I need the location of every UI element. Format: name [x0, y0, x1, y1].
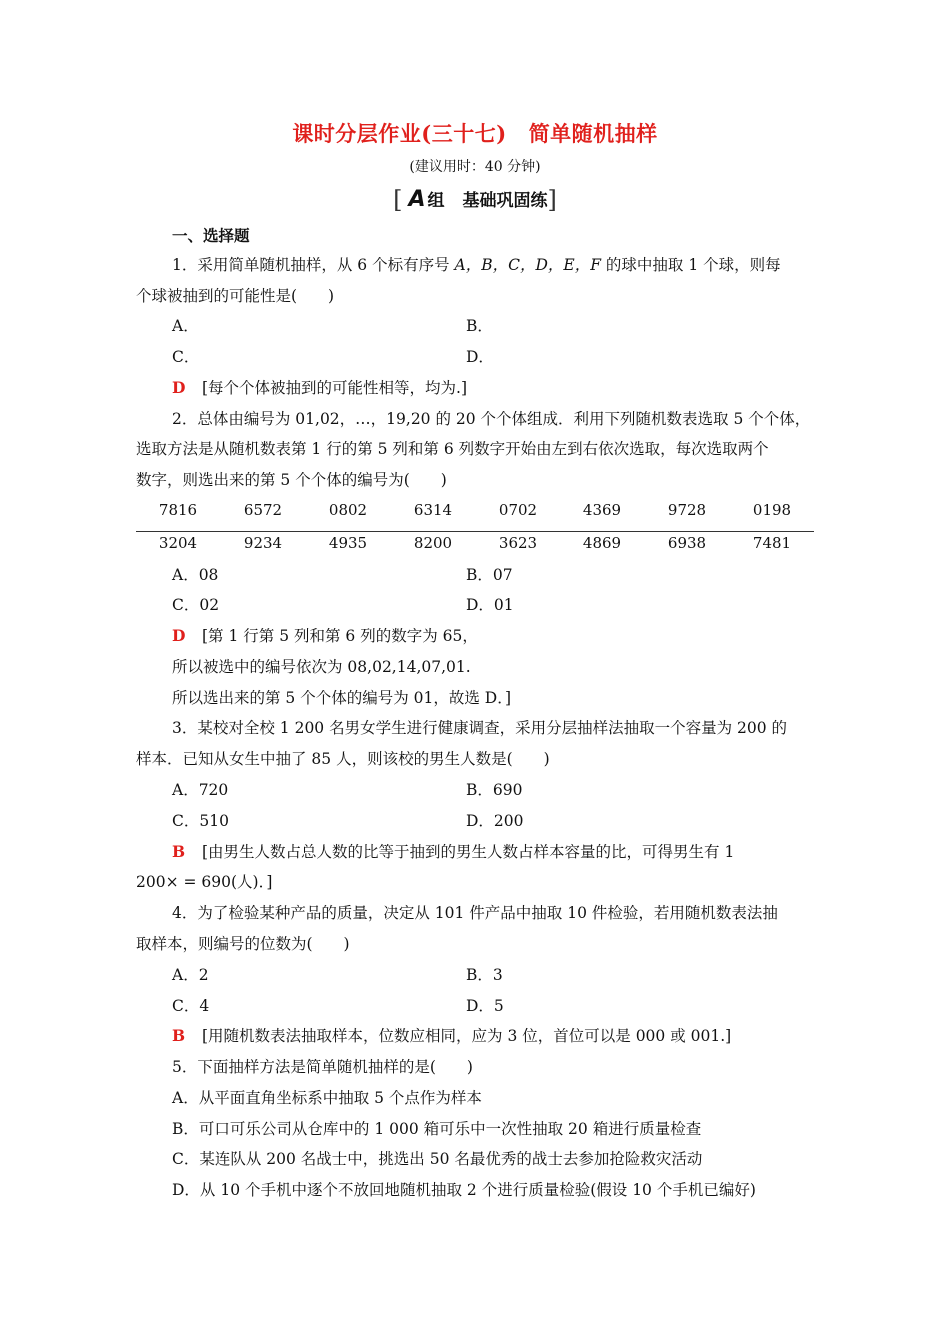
q3-option-b: B．690	[466, 781, 523, 799]
q1-answer-letter: D	[172, 378, 186, 397]
table-cell: 4369	[582, 501, 622, 519]
bracket-left: [	[393, 186, 403, 214]
q3-explanation-line2: 200× = 690(人)．]	[136, 873, 273, 891]
table-cell: 8200	[413, 534, 453, 552]
q2-stem-line1: 2．总体由编号为 01,02，…，19,20 的 20 个个体组成．利用下列随机数表选取 5 个个体，	[172, 410, 811, 428]
q3-option-a: A．720	[172, 781, 229, 799]
q2-option-b: B．07	[466, 566, 513, 584]
q5-option-d: D．从 10 个手机中逐个不放回地随机抽取 2 个进行质量检验(假设 10 个手机已编好)	[172, 1181, 756, 1199]
q5-stem: 5．下面抽样方法是简单随机抽样的是( )	[172, 1058, 473, 1076]
suggested-time: (建议用时：40 分钟)	[409, 159, 541, 175]
table-cell: 0802	[328, 501, 368, 519]
section-heading: 一、选择题	[172, 226, 250, 245]
table-cell: 6572	[243, 501, 283, 519]
q2-answer-letter: D	[172, 626, 186, 645]
q1-stem-line2: 个球被抽到的可能性是( )	[136, 287, 335, 305]
q4-stem-line1: 4．为了检验某种产品的质量，决定从 101 件产品中抽取 10 件检验，若用随机数表法抽	[172, 904, 778, 922]
title-series: 课时分层作业(三十七)	[292, 121, 507, 146]
q5-option-c: C．某连队从 200 名战士中，挑选出 50 名最优秀的战士去参加抢险救灾活动	[172, 1150, 703, 1168]
q4-answer-letter: B	[172, 1026, 186, 1045]
table-divider	[136, 531, 814, 532]
q1-option-a: A．	[172, 317, 199, 335]
table-cell: 6314	[413, 501, 453, 519]
q3-stem-line2: 样本．已知从女生中抽了 85 人，则该校的男生人数是( )	[136, 750, 550, 768]
table-cell: 0702	[498, 501, 538, 519]
table-cell: 9234	[243, 534, 283, 552]
table-cell: 3623	[498, 534, 538, 552]
table-cell: 4935	[328, 534, 368, 552]
q1-stem-line1: 1．采用简单随机抽样，从 6 个标有序号 A，B，C，D，E，F 的球中抽取 1 个球，则每	[172, 256, 781, 274]
q2-explanation-line1: [第 1 行第 5 列和第 6 列的数字为 65，	[202, 627, 478, 645]
table-cell: 3204	[158, 534, 198, 552]
table-cell: 0198	[752, 501, 792, 519]
table-row-2	[136, 534, 814, 554]
q1-explanation: [每个个体被抽到的可能性相等，均为.]	[202, 379, 468, 397]
q4-option-b: B．3	[466, 966, 503, 984]
q1-option-b: B．	[466, 317, 493, 335]
q1-option-d: D．	[466, 348, 494, 366]
table-cell: 4869	[582, 534, 622, 552]
q3-option-d: D．200	[466, 812, 524, 830]
q3-explanation-line1: [由男生人数占总人数的比等于抽到的男生人数占样本容量的比，可得男生有 1	[202, 843, 735, 861]
q4-option-d: D．5	[466, 997, 504, 1015]
q3-answer	[172, 842, 734, 862]
q2-option-d: D．01	[466, 596, 514, 614]
bracket-right: ]	[547, 186, 557, 214]
q4-option-a: A．2	[172, 966, 209, 984]
q2-option-a: A．08	[172, 566, 219, 584]
q3-answer-letter: B	[172, 842, 186, 861]
q3-option-c: C．510	[172, 812, 229, 830]
q5-option-b: B．可口可乐公司从仓库中的 1 000 箱可乐中一次性抽取 20 箱进行质量检查	[172, 1120, 702, 1138]
q2-stem-line2: 选取方法是从随机数表第 1 行的第 5 列和第 6 列数字开始由左到右依次选取，每次选取两个	[136, 440, 769, 458]
q2-explanation-line2: 所以被选中的编号依次为 08,02,14,07,01.	[172, 658, 471, 676]
group-letter: A	[408, 187, 426, 212]
group-word: 组	[427, 191, 445, 211]
q2-option-c: C．02	[172, 596, 220, 614]
q1-option-c: C．	[172, 348, 200, 366]
q5-option-a: A．从平面直角坐标系中抽取 5 个点作为样本	[172, 1089, 482, 1107]
table-row-1	[136, 501, 814, 521]
q4-option-c: C．4	[172, 997, 210, 1015]
q2-explanation-line3: 所以选出来的第 5 个个体的编号为 01，故选 D．]	[172, 689, 512, 707]
page-title	[0, 118, 950, 148]
q1-answer	[172, 378, 467, 398]
group-heading	[0, 186, 950, 214]
q2-answer	[172, 626, 478, 646]
table-cell: 6938	[667, 534, 707, 552]
table-cell: 7816	[158, 501, 198, 519]
table-cell: 7481	[752, 534, 792, 552]
group-name: 基础巩固练	[462, 191, 548, 211]
q4-explanation: [用随机数表法抽取样本，位数应相同，应为 3 位，首位可以是 000 或 001.]	[202, 1027, 732, 1045]
q2-stem-line3: 数字，则选出来的第 5 个个体的编号为( )	[136, 471, 447, 489]
q3-stem-line1: 3．某校对全校 1 200 名男女学生进行健康调查，采用分层抽样法抽取一个容量为 200 的	[172, 719, 788, 737]
title-topic: 简单随机抽样	[528, 121, 658, 146]
q4-answer	[172, 1026, 731, 1046]
table-cell: 9728	[667, 501, 707, 519]
q1-ball-labels: A，B，C，D，E，F	[454, 256, 601, 274]
q4-stem-line2: 取样本，则编号的位数为( )	[136, 935, 350, 953]
